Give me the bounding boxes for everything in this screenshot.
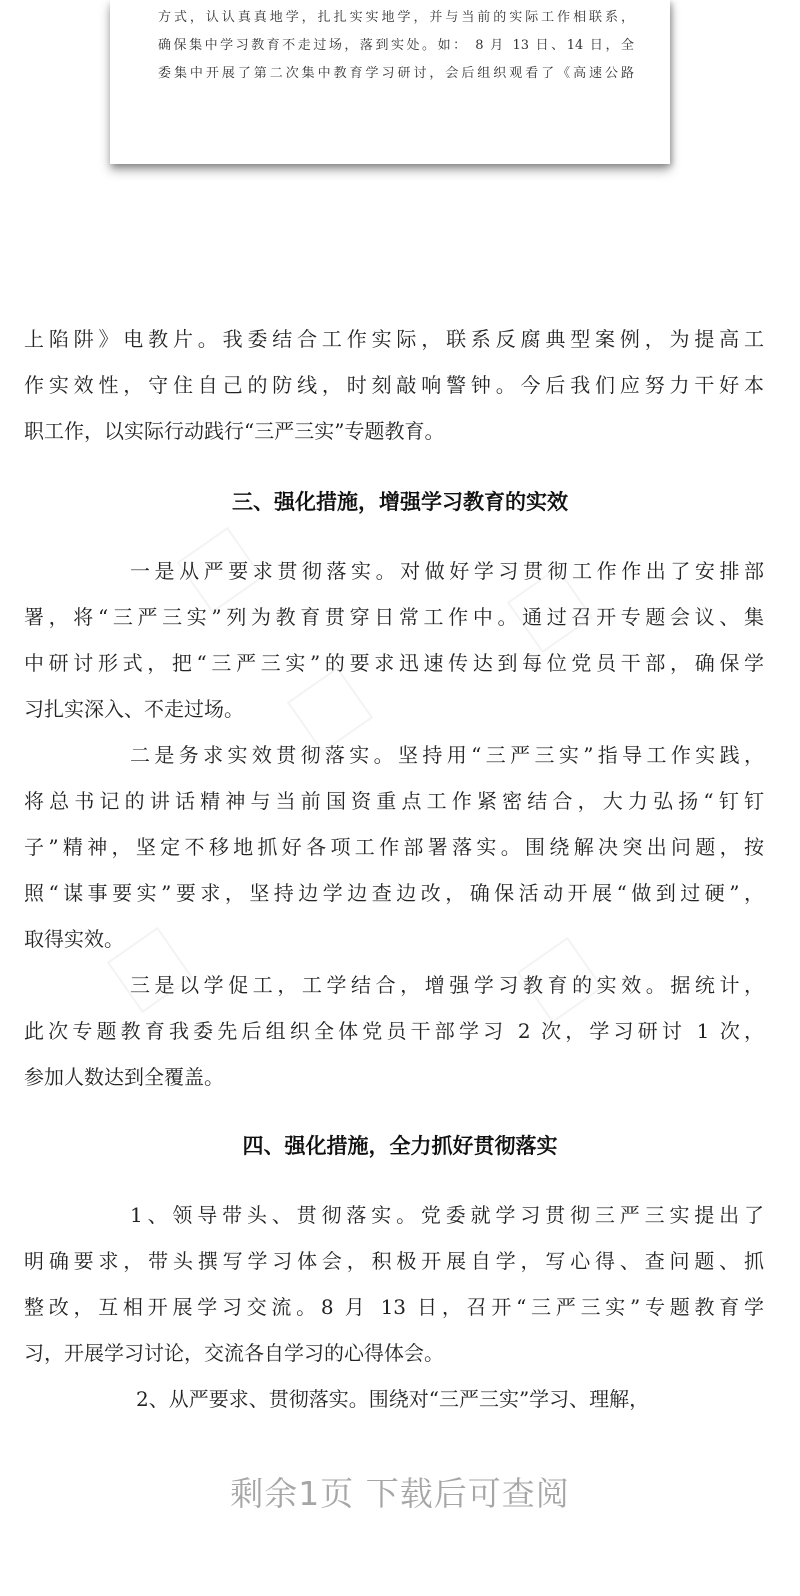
paragraph-3 (24, 732, 764, 962)
text-line: 将总书记的讲话精神与当前国资重点工作紧密结合，大力弘扬“钉钉 (24, 789, 764, 813)
text-line: 明确要求，带头撰写学习体会，积极开展自学，写心得、查问题、抓 (24, 1249, 764, 1273)
text-line: 取得实效。 (24, 927, 124, 951)
section-heading-4: 四、强化措施，全力抓好贯彻落实 (242, 1134, 558, 1158)
paragraph-6 (136, 1376, 764, 1422)
paragraph-4 (24, 962, 764, 1100)
text-line: 中研讨形式，把“三严三实”的要求迅速传达到每位党员干部，确保学 (24, 651, 764, 675)
preview-line: 确保集中学习教育不走过场，落到实处。如： 8 月 13 日、14 日，全 (158, 38, 634, 53)
text-line: 整改，互相开展学习交流。8 月 13 日，召开“三严三实”专题教育学 (24, 1295, 764, 1319)
text-line: 作实效性，守住自己的防线，时刻敲响警钟。今后我们应努力干好本 (24, 373, 764, 397)
paragraph-1 (24, 316, 764, 454)
remaining-pages-notice[interactable]: 剩余1页 下载后可查阅 (230, 1474, 570, 1513)
text-line: 二是务求实效贯彻落实。坚持用“三严三实”指导工作实践， (130, 743, 764, 767)
text-line: 1、领导带头、贯彻落实。党委就学习贯彻三严三实提出了 (130, 1203, 764, 1227)
paragraph-5 (24, 1192, 764, 1376)
paragraph-2 (24, 548, 764, 732)
text-line: 此次专题教育我委先后组织全体党员干部学习 2 次，学习研讨 1 次， (24, 1019, 764, 1043)
text-line: 子”精神，坚定不移地抓好各项工作部署落实。围绕解决突出问题，按 (24, 835, 764, 859)
text-line: 习扎实深入、不走过场。 (24, 697, 244, 721)
text-line: 署，将“三严三实”列为教育贯穿日常工作中。通过召开专题会议、集 (24, 605, 764, 629)
text-line: 职工作，以实际行动践行“三严三实”专题教育。 (24, 419, 445, 443)
text-line: 2、从严要求、贯彻落实。围绕对“三严三实”学习、理解， (136, 1387, 650, 1411)
preview-text (158, 4, 634, 88)
document-page-preview (110, 0, 670, 164)
preview-line: 委集中开展了第二次集中教育学习研讨，会后组织观看了《高速公路 (158, 66, 634, 81)
text-line: 上陷阱》电教片。我委结合工作实际，联系反腐典型案例，为提高工 (24, 327, 764, 351)
text-line: 一是从严要求贯彻落实。对做好学习贯彻工作作出了安排部 (130, 559, 764, 583)
preview-line: 方式，认认真真地学，扎扎实实地学，并与当前的实际工作相联系， (158, 10, 634, 25)
text-line: 三是以学促工，工学结合，增强学习教育的实效。据统计， (130, 973, 764, 997)
text-line: 照“谋事要实”要求，坚持边学边查边改，确保活动开展“做到过硬”， (24, 881, 764, 905)
section-heading-3: 三、强化措施，增强学习教育的实效 (232, 490, 568, 514)
text-line: 习，开展学习讨论，交流各自学习的心得体会。 (24, 1341, 444, 1365)
text-line: 参加人数达到全覆盖。 (24, 1065, 224, 1089)
